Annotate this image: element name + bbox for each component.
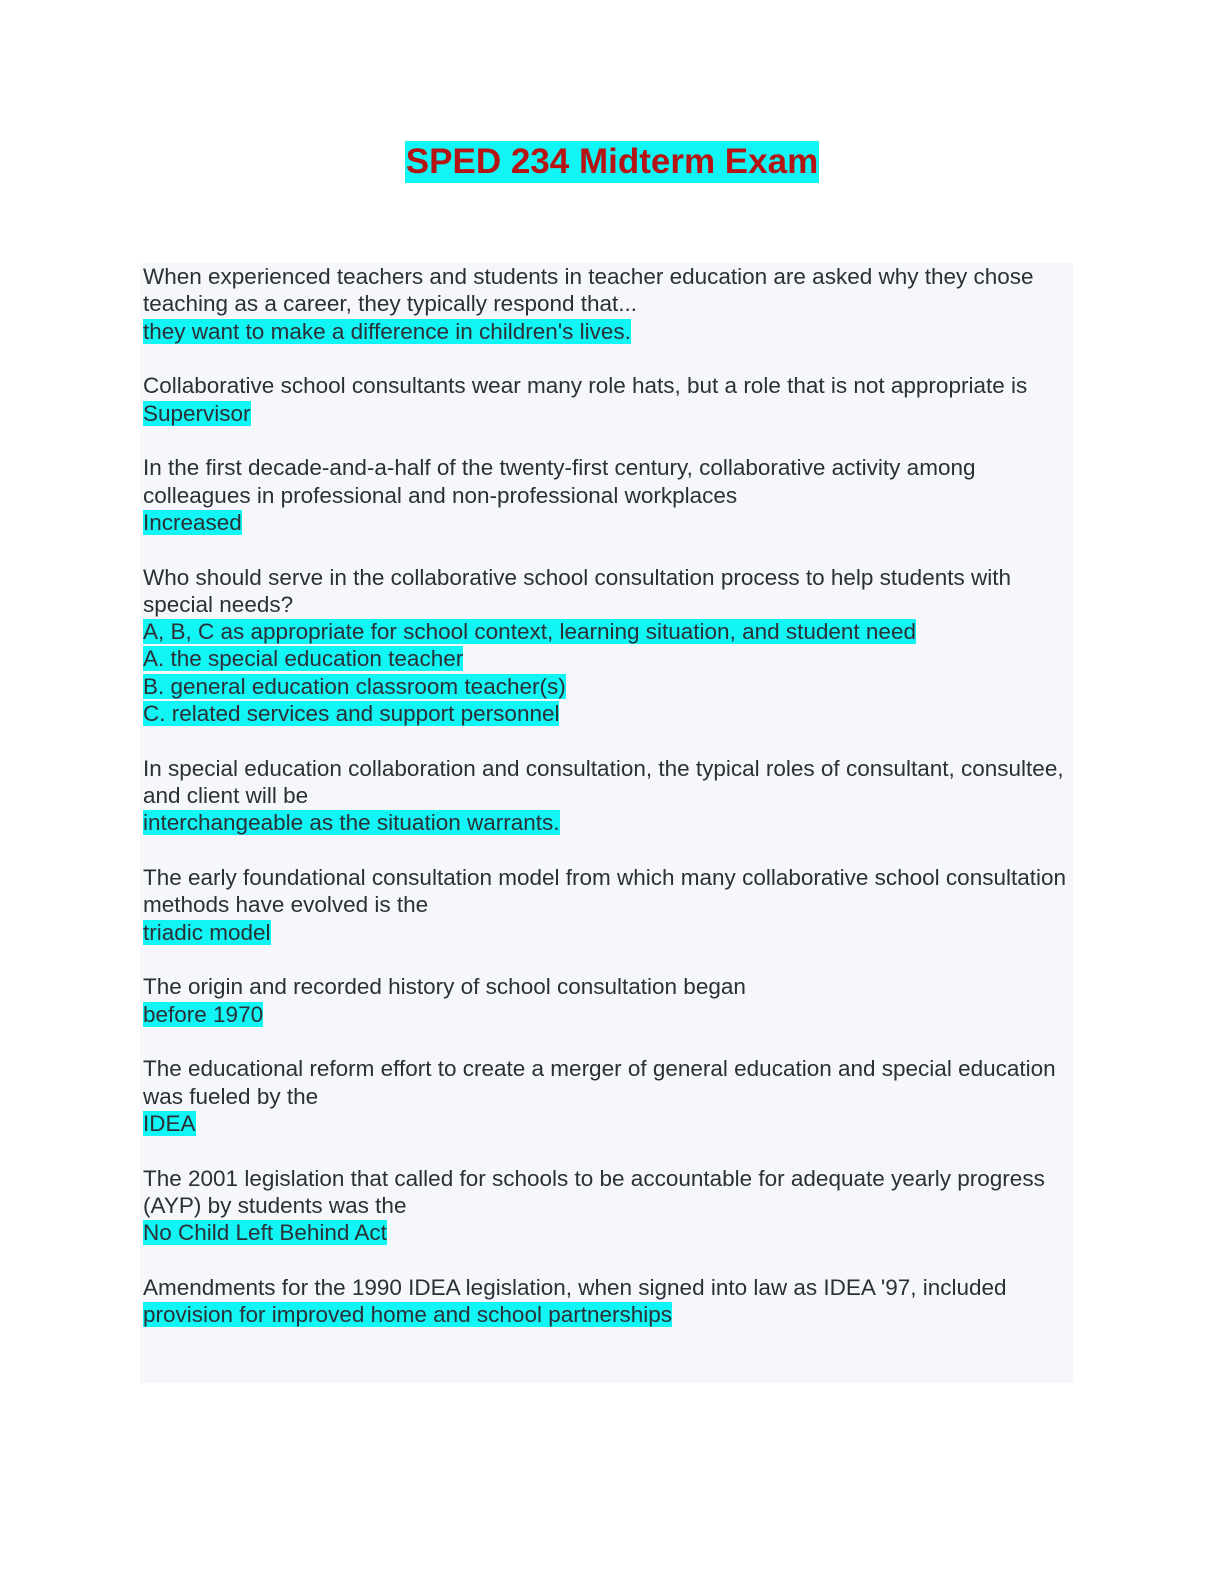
question-text: The educational reform effort to create a merger of general education and special education was fueled by the — [143, 1056, 1056, 1109]
qa-item — [143, 454, 1073, 536]
qa-item — [143, 372, 1073, 427]
answer-text: C. related services and support personnel — [143, 701, 560, 727]
question-text: Collaborative school consultants wear many role hats, but a role that is not appropriate is — [143, 373, 1028, 399]
question-text: Amendments for the 1990 IDEA legislation, when signed into law as IDEA '97, included — [143, 1274, 1007, 1300]
qa-item — [143, 973, 1073, 1028]
answer-text: B. general education classroom teacher(s) — [143, 673, 566, 699]
answer-text: they want to make a difference in children's lives. — [143, 318, 631, 344]
answer-text: Increased — [143, 509, 242, 535]
qa-item — [143, 864, 1073, 946]
question-text: In special education collaboration and consultation, the typical roles of consultant, consultee, and client will be — [143, 755, 1064, 809]
question-text: The origin and recorded history of school consultation began — [143, 974, 746, 1000]
question-text: Who should serve in the collaborative school consultation process to help students with special needs? — [143, 564, 1011, 617]
question-text: The 2001 legislation that called for schools to be accountable for adequate yearly progress (AYP) by students was the — [143, 1165, 1045, 1218]
answer-text: interchangeable as the situation warrants. — [143, 810, 560, 836]
qa-item — [143, 263, 1073, 345]
qa-item — [143, 1055, 1073, 1137]
answer-text: before 1970 — [143, 1001, 264, 1027]
question-text: The early foundational consultation model from which many collaborative school consultation methods have evolved is the — [143, 865, 1067, 918]
document-title: SPED 234 Midterm Exam — [405, 142, 819, 181]
question-text: When experienced teachers and students in teacher education are asked why they chose teaching as a career, they typically respond that... — [143, 264, 1034, 317]
answer-text: provision for improved home and school partnerships — [143, 1302, 673, 1328]
answer-text: No Child Left Behind Act — [143, 1220, 387, 1246]
answer-text: IDEA — [143, 1110, 196, 1136]
answer-text: A. the special education teacher — [143, 646, 464, 672]
qa-item — [143, 1165, 1073, 1247]
answer-text: A, B, C as appropriate for school context, learning situation, and student need — [143, 619, 916, 645]
answer-text: triadic model — [143, 919, 271, 945]
qa-item — [143, 1274, 1073, 1329]
qa-section — [140, 263, 1073, 1383]
title-container — [0, 141, 1224, 183]
question-text: In the first decade-and-a-half of the twenty-first century, collaborative activity among colleagues in professional and non-professional workplaces — [143, 455, 976, 508]
qa-item — [143, 755, 1073, 837]
qa-list — [143, 263, 1073, 1328]
qa-item — [143, 564, 1073, 728]
answer-text: Supervisor — [143, 400, 251, 426]
